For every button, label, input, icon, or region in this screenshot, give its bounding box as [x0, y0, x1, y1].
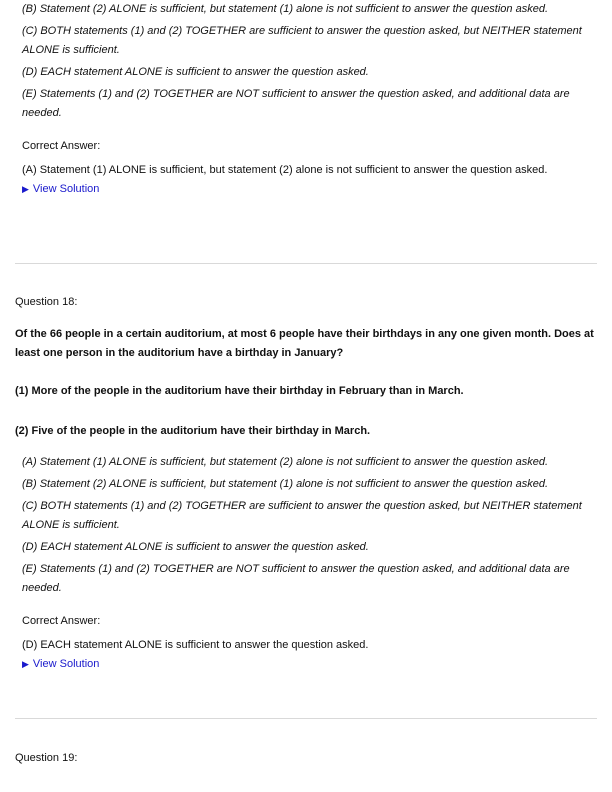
triangle-right-icon: ▶ — [22, 659, 29, 669]
choice-c: (C) BOTH statements (1) and (2) TOGETHER are sufficient to answer the question asked, but NEITHER statement ALONE is sufficient. — [22, 25, 582, 56]
divider — [15, 263, 597, 264]
choice-b: (B) Statement (2) ALONE is sufficient, but statement (1) alone is not sufficient to answer the question asked. — [22, 478, 549, 490]
triangle-right-icon: ▶ — [22, 184, 29, 194]
statement-1: (1) More of the people in the auditorium have their birthday in February than in March. — [15, 385, 464, 397]
divider — [15, 718, 597, 719]
question-19-title: Question 19: — [15, 752, 78, 764]
question-18-stem: Of the 66 people in a certain auditorium, at most 6 people have their birthdays in any one given month. Does at least one person in the auditorium have a birthday in January? — [15, 328, 594, 359]
view-solution-link[interactable] — [22, 183, 99, 195]
correct-answer-text: (D) EACH statement ALONE is sufficient to answer the question asked. — [22, 639, 369, 651]
view-solution-label: View Solution — [32, 183, 100, 195]
correct-answer-label: Correct Answer: — [22, 615, 101, 627]
choice-d: (D) EACH statement ALONE is sufficient to answer the question asked. — [22, 541, 369, 553]
correct-answer-text: (A) Statement (1) ALONE is sufficient, but statement (2) alone is not sufficient to answer the question asked. — [22, 164, 548, 176]
view-solution-link[interactable] — [22, 658, 99, 670]
q17-choices — [22, 0, 602, 195]
choice-a: (A) Statement (1) ALONE is sufficient, but statement (2) alone is not sufficient to answer the question asked. — [22, 456, 549, 468]
choice-d: (D) EACH statement ALONE is sufficient to answer the question asked. — [22, 66, 369, 78]
choice-c: (C) BOTH statements (1) and (2) TOGETHER are sufficient to answer the question asked, but NEITHER statement ALONE is sufficient. — [22, 500, 582, 531]
question-18-title: Question 18: — [15, 296, 78, 308]
q18-choices — [22, 453, 602, 670]
correct-answer-label: Correct Answer: — [22, 140, 101, 152]
choice-b: (B) Statement (2) ALONE is sufficient, but statement (1) alone is not sufficient to answer the question asked. — [22, 3, 549, 15]
choice-e: (E) Statements (1) and (2) TOGETHER are NOT sufficient to answer the question asked, and additional data are needed. — [22, 88, 570, 119]
statement-2: (2) Five of the people in the auditorium have their birthday in March. — [15, 425, 371, 437]
choice-e: (E) Statements (1) and (2) TOGETHER are NOT sufficient to answer the question asked, and additional data are needed. — [22, 563, 570, 594]
view-solution-label: View Solution — [32, 658, 100, 670]
